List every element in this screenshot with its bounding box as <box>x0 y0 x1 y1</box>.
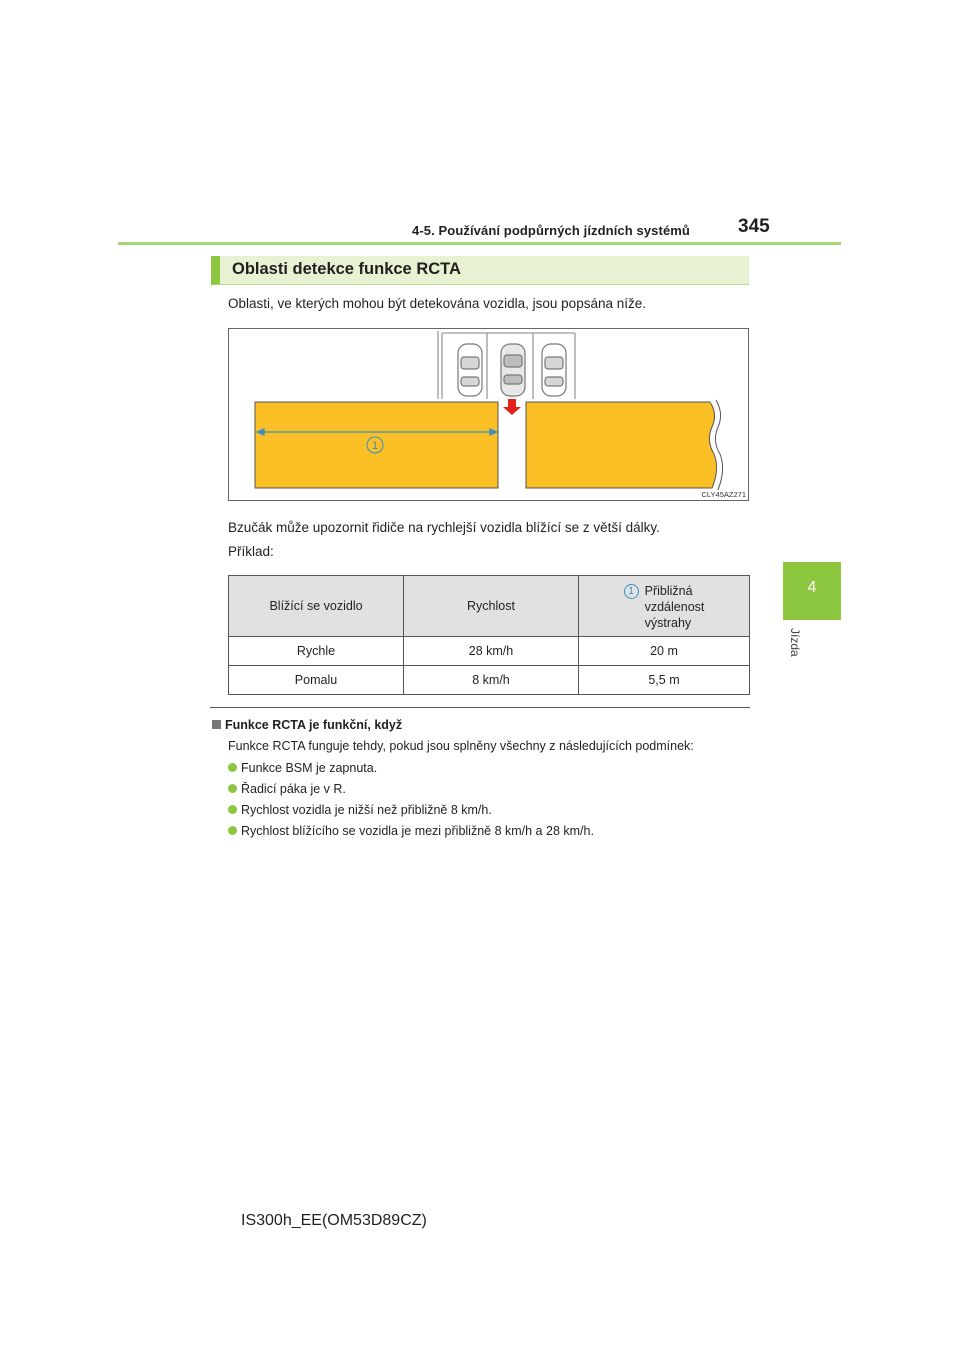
diagram-code: CLY45AZ271 <box>701 490 746 499</box>
header-vehicle: Blížící se vozidlo <box>229 576 404 637</box>
table-row <box>229 666 750 695</box>
list-item <box>228 803 492 817</box>
bullet-icon <box>228 805 237 814</box>
list-item <box>228 761 377 775</box>
bullet-icon <box>228 784 237 793</box>
header-rule <box>118 242 841 245</box>
chapter-label: Jízda <box>788 628 802 657</box>
cell-distance: 5,5 m <box>579 666 750 695</box>
warning-distance-table <box>228 575 750 695</box>
list-item-text: Funkce BSM je zapnuta. <box>241 761 378 775</box>
rcta-diagram-illustration <box>229 329 748 500</box>
cell-speed: 28 km/h <box>404 637 579 666</box>
bullet-icon <box>228 826 237 835</box>
parked-car-right-icon <box>542 344 566 396</box>
cell-vehicle: Rychle <box>229 637 404 666</box>
own-car-icon <box>501 344 525 396</box>
table-row <box>229 637 750 666</box>
zone-marker-label: 1 <box>371 440 379 452</box>
zone-cut-line <box>715 400 722 490</box>
chapter-tab <box>783 562 841 620</box>
intro-paragraph: Oblasti, ve kterých mohou být detekována vozidla, jsou popsána níže. <box>228 296 646 311</box>
list-item-text: Rychlost vozidla je nižší než přibližně 8 km/h. <box>241 803 492 817</box>
buzzer-paragraph: Bzučák může upozornit řidiče na rychlejší vozidla blížící se z větší dálky. <box>228 520 660 535</box>
rcta-detection-diagram <box>228 328 749 501</box>
page-number: 345 <box>738 216 770 237</box>
header-distance-line: Přibližná <box>644 584 693 598</box>
header-distance-line: výstrahy <box>644 616 692 630</box>
list-item <box>228 824 594 838</box>
cell-vehicle: Pomalu <box>229 666 404 695</box>
conditions-intro: Funkce RCTA funguje tehdy, pokud jsou splněny všechny z následujících podmínek: <box>228 739 694 753</box>
list-item-text: Rychlost blížícího se vozidla je mezi přibližně 8 km/h a 28 km/h. <box>241 824 594 838</box>
list-item-text: Řadicí páka je v R. <box>241 782 346 796</box>
section-title-text: Oblasti detekce funkce RCTA <box>232 260 461 278</box>
distance-marker-icon: 1 <box>624 584 639 599</box>
header-distance-line: vzdálenost <box>644 600 705 614</box>
header-section-title: 4-5. Používání podpůrných jízdních systémů <box>412 223 690 238</box>
square-bullet-icon <box>212 720 221 729</box>
example-label: Příklad: <box>228 544 274 559</box>
cell-distance: 20 m <box>579 637 750 666</box>
chapter-tab-number: 4 <box>807 579 817 596</box>
section-divider <box>210 707 750 708</box>
section-title <box>211 256 749 285</box>
header-speed: Rychlost <box>404 576 579 637</box>
cell-speed: 8 km/h <box>404 666 579 695</box>
manual-code-footer: IS300h_EE(OM53D89CZ) <box>241 1212 427 1229</box>
table-header-row <box>229 576 750 637</box>
header-distance <box>579 576 750 637</box>
reverse-arrow-icon <box>503 399 521 415</box>
conditions-heading-text: Funkce RCTA je funkční, když <box>225 718 403 732</box>
conditions-heading <box>212 718 402 732</box>
list-item <box>228 782 346 796</box>
detection-zone-right <box>526 402 717 488</box>
parked-car-left-icon <box>458 344 482 396</box>
bullet-icon <box>228 763 237 772</box>
